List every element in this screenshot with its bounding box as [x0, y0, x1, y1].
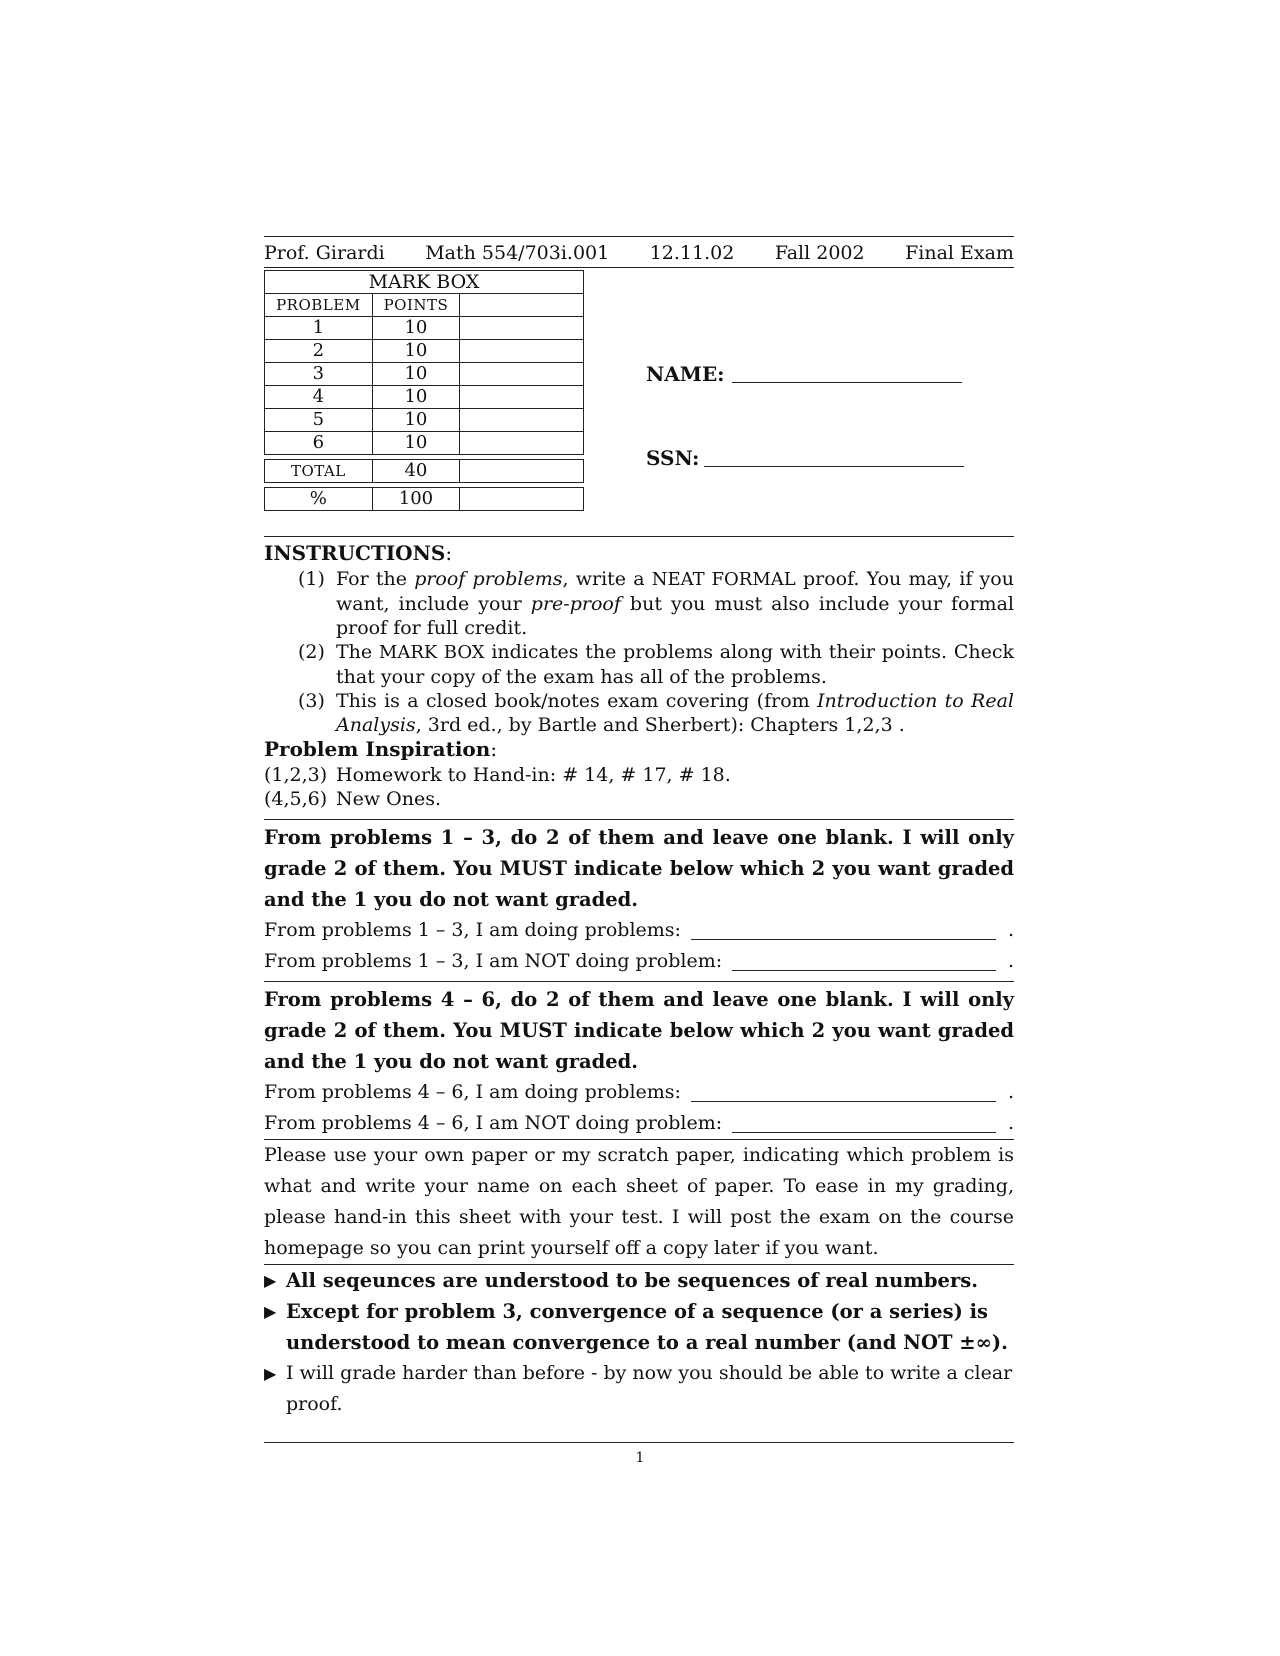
section-a-not-doing-label: From problems 1 – 3, I am NOT doing problem: — [264, 950, 723, 972]
inspiration-item — [264, 787, 1014, 811]
mark-box-row — [265, 409, 584, 432]
instruction-text: This is a closed book/notes exam covering (from Introduction to Real Analysis, 3rd ed., by Bartle and Sherbert): Chapters 1,2,3 . — [336, 690, 1015, 736]
problem-number: 1 — [265, 317, 373, 340]
mark-box-table — [264, 270, 584, 511]
name-field[interactable] — [732, 382, 962, 383]
footer-rule — [264, 1442, 1014, 1443]
instructions-heading: INSTRUCTIONS: — [264, 541, 453, 565]
problem-number: 5 — [265, 409, 373, 432]
problem-score-cell[interactable] — [460, 363, 584, 386]
percent-points: 100 — [372, 488, 460, 511]
problem-points: 10 — [372, 409, 460, 432]
mark-box-row — [265, 340, 584, 363]
inspiration-problems: (4,5,6) — [264, 788, 328, 810]
mark-box-title: MARK BOX — [265, 271, 584, 294]
section-a-not-doing-row: From problems 1 – 3, I am NOT doing problem: . — [264, 946, 1014, 977]
student-fields — [584, 268, 1014, 536]
note-bullet — [264, 1358, 1014, 1420]
problem-score-cell[interactable] — [460, 386, 584, 409]
section-a-doing-label: From problems 1 – 3, I am doing problems: — [264, 919, 681, 941]
instructions-list — [264, 567, 1014, 737]
problem-number: 3 — [265, 363, 373, 386]
note-text: I will grade harder than before - by now you should be able to write a clear proof. — [286, 1362, 1013, 1415]
problem-column-header: PROBLEM — [265, 294, 373, 317]
points-column-header: POINTS — [372, 294, 460, 317]
inspiration-list — [264, 763, 1014, 811]
note-text: All seqeunces are understood to be sequences of real numbers. — [286, 1269, 978, 1292]
score-column-header — [460, 294, 584, 317]
page-number: 1 — [635, 1450, 645, 1466]
section-a-not-doing-field[interactable] — [732, 970, 996, 971]
section-b-doing-row: From problems 4 – 6, I am doing problems: . — [264, 1077, 1014, 1108]
section-b-not-doing-row: From problems 4 – 6, I am NOT doing problem: . — [264, 1108, 1014, 1139]
exam-cover-page — [264, 236, 1014, 1443]
problem-number: 6 — [265, 432, 373, 455]
section-b-doing-label: From problems 4 – 6, I am doing problems: — [264, 1081, 681, 1103]
inspiration-text: Homework to Hand-in: # 14, # 17, # 18. — [336, 764, 731, 786]
section-b-not-doing-label: From problems 4 – 6, I am NOT doing problem: — [264, 1112, 723, 1134]
instruction-item — [298, 640, 1014, 689]
mark-box-row — [265, 363, 584, 386]
instruction-number: (2) — [298, 641, 325, 663]
ssn-field[interactable] — [704, 466, 964, 467]
inspiration-heading: Problem Inspiration: — [264, 737, 498, 761]
problem-score-cell[interactable] — [460, 317, 584, 340]
section-a-doing-field[interactable] — [691, 939, 996, 940]
mark-box-row — [265, 386, 584, 409]
exam-title: Final Exam — [905, 242, 1014, 264]
exam-header — [264, 236, 1014, 268]
percent-label: % — [265, 488, 373, 511]
total-label: TOTAL — [265, 460, 373, 483]
notes-list — [264, 1265, 1014, 1420]
name-label: NAME: — [646, 362, 725, 386]
triangle-bullet-icon: ▶ — [264, 1364, 277, 1383]
inspiration-item — [264, 763, 1014, 787]
total-points: 40 — [372, 460, 460, 483]
problem-points: 10 — [372, 432, 460, 455]
instruction-item — [298, 567, 1014, 640]
course-code: Math 554/703i.001 — [425, 242, 610, 264]
mark-box-rows — [265, 317, 584, 455]
section-a — [264, 820, 1014, 977]
note-bullet — [264, 1265, 1014, 1296]
problem-number: 4 — [265, 386, 373, 409]
professor-name: Prof. Girardi — [264, 242, 385, 264]
problem-score-cell[interactable] — [460, 340, 584, 363]
instruction-text: The MARK BOX indicates the problems along with their points. Check that your copy of the exam has all of the problems. — [336, 641, 1015, 688]
triangle-bullet-icon: ▶ — [264, 1302, 277, 1321]
percent-score-cell[interactable] — [460, 488, 584, 511]
exam-term: Fall 2002 — [774, 242, 865, 264]
section-b-not-doing-field[interactable] — [732, 1132, 996, 1133]
paper-note: Please use your own paper or my scratch paper, indicating which problem is what and write your name on each sheet of paper. To ease in my grading, please hand-in this sheet with your test. I will post the exam on the course homepage so you can print yourself off a copy later if you want. — [264, 1144, 1014, 1259]
mark-box-and-fields — [264, 268, 1014, 537]
problem-score-cell[interactable] — [460, 409, 584, 432]
note-text: Except for problem 3, convergence of a sequence (or a series) is understood to mean convergence to a real number (and NOT ±∞). — [286, 1300, 1008, 1354]
section-a-doing-row: From problems 1 – 3, I am doing problems: . — [264, 915, 1014, 946]
mark-box — [264, 270, 584, 536]
section-b-instruction: From problems 4 – 6, do 2 of them and leave one blank. I will only grade 2 of them. You MUST indicate below which 2 you want graded and the 1 you do not want graded. — [264, 988, 1014, 1073]
inspiration-text: New Ones. — [336, 788, 442, 810]
mark-box-row — [265, 317, 584, 340]
problem-points: 10 — [372, 340, 460, 363]
section-b — [264, 982, 1014, 1139]
total-score-cell[interactable] — [460, 460, 584, 483]
mark-box-row — [265, 432, 584, 455]
problem-points: 10 — [372, 317, 460, 340]
triangle-bullet-icon: ▶ — [264, 1271, 277, 1290]
problem-number: 2 — [265, 340, 373, 363]
instruction-number: (1) — [298, 568, 325, 590]
inspiration-problems: (1,2,3) — [264, 764, 328, 786]
instruction-text: For the proof problems, write a NEAT FORMAL proof. You may, if you want, include your pre-proof but you must also include your formal proof for full credit. — [336, 568, 1014, 639]
problem-points: 10 — [372, 386, 460, 409]
problem-score-cell[interactable] — [460, 432, 584, 455]
instruction-item — [298, 689, 1014, 737]
note-bullet — [264, 1296, 1014, 1358]
ssn-label: SSN: — [646, 446, 700, 470]
instruction-number: (3) — [298, 690, 325, 712]
section-a-instruction: From problems 1 – 3, do 2 of them and leave one blank. I will only grade 2 of them. You MUST indicate below which 2 you want graded and the 1 you do not want graded. — [264, 826, 1014, 911]
exam-date: 12.11.02 — [649, 242, 735, 264]
problem-points: 10 — [372, 363, 460, 386]
section-b-doing-field[interactable] — [691, 1101, 996, 1102]
